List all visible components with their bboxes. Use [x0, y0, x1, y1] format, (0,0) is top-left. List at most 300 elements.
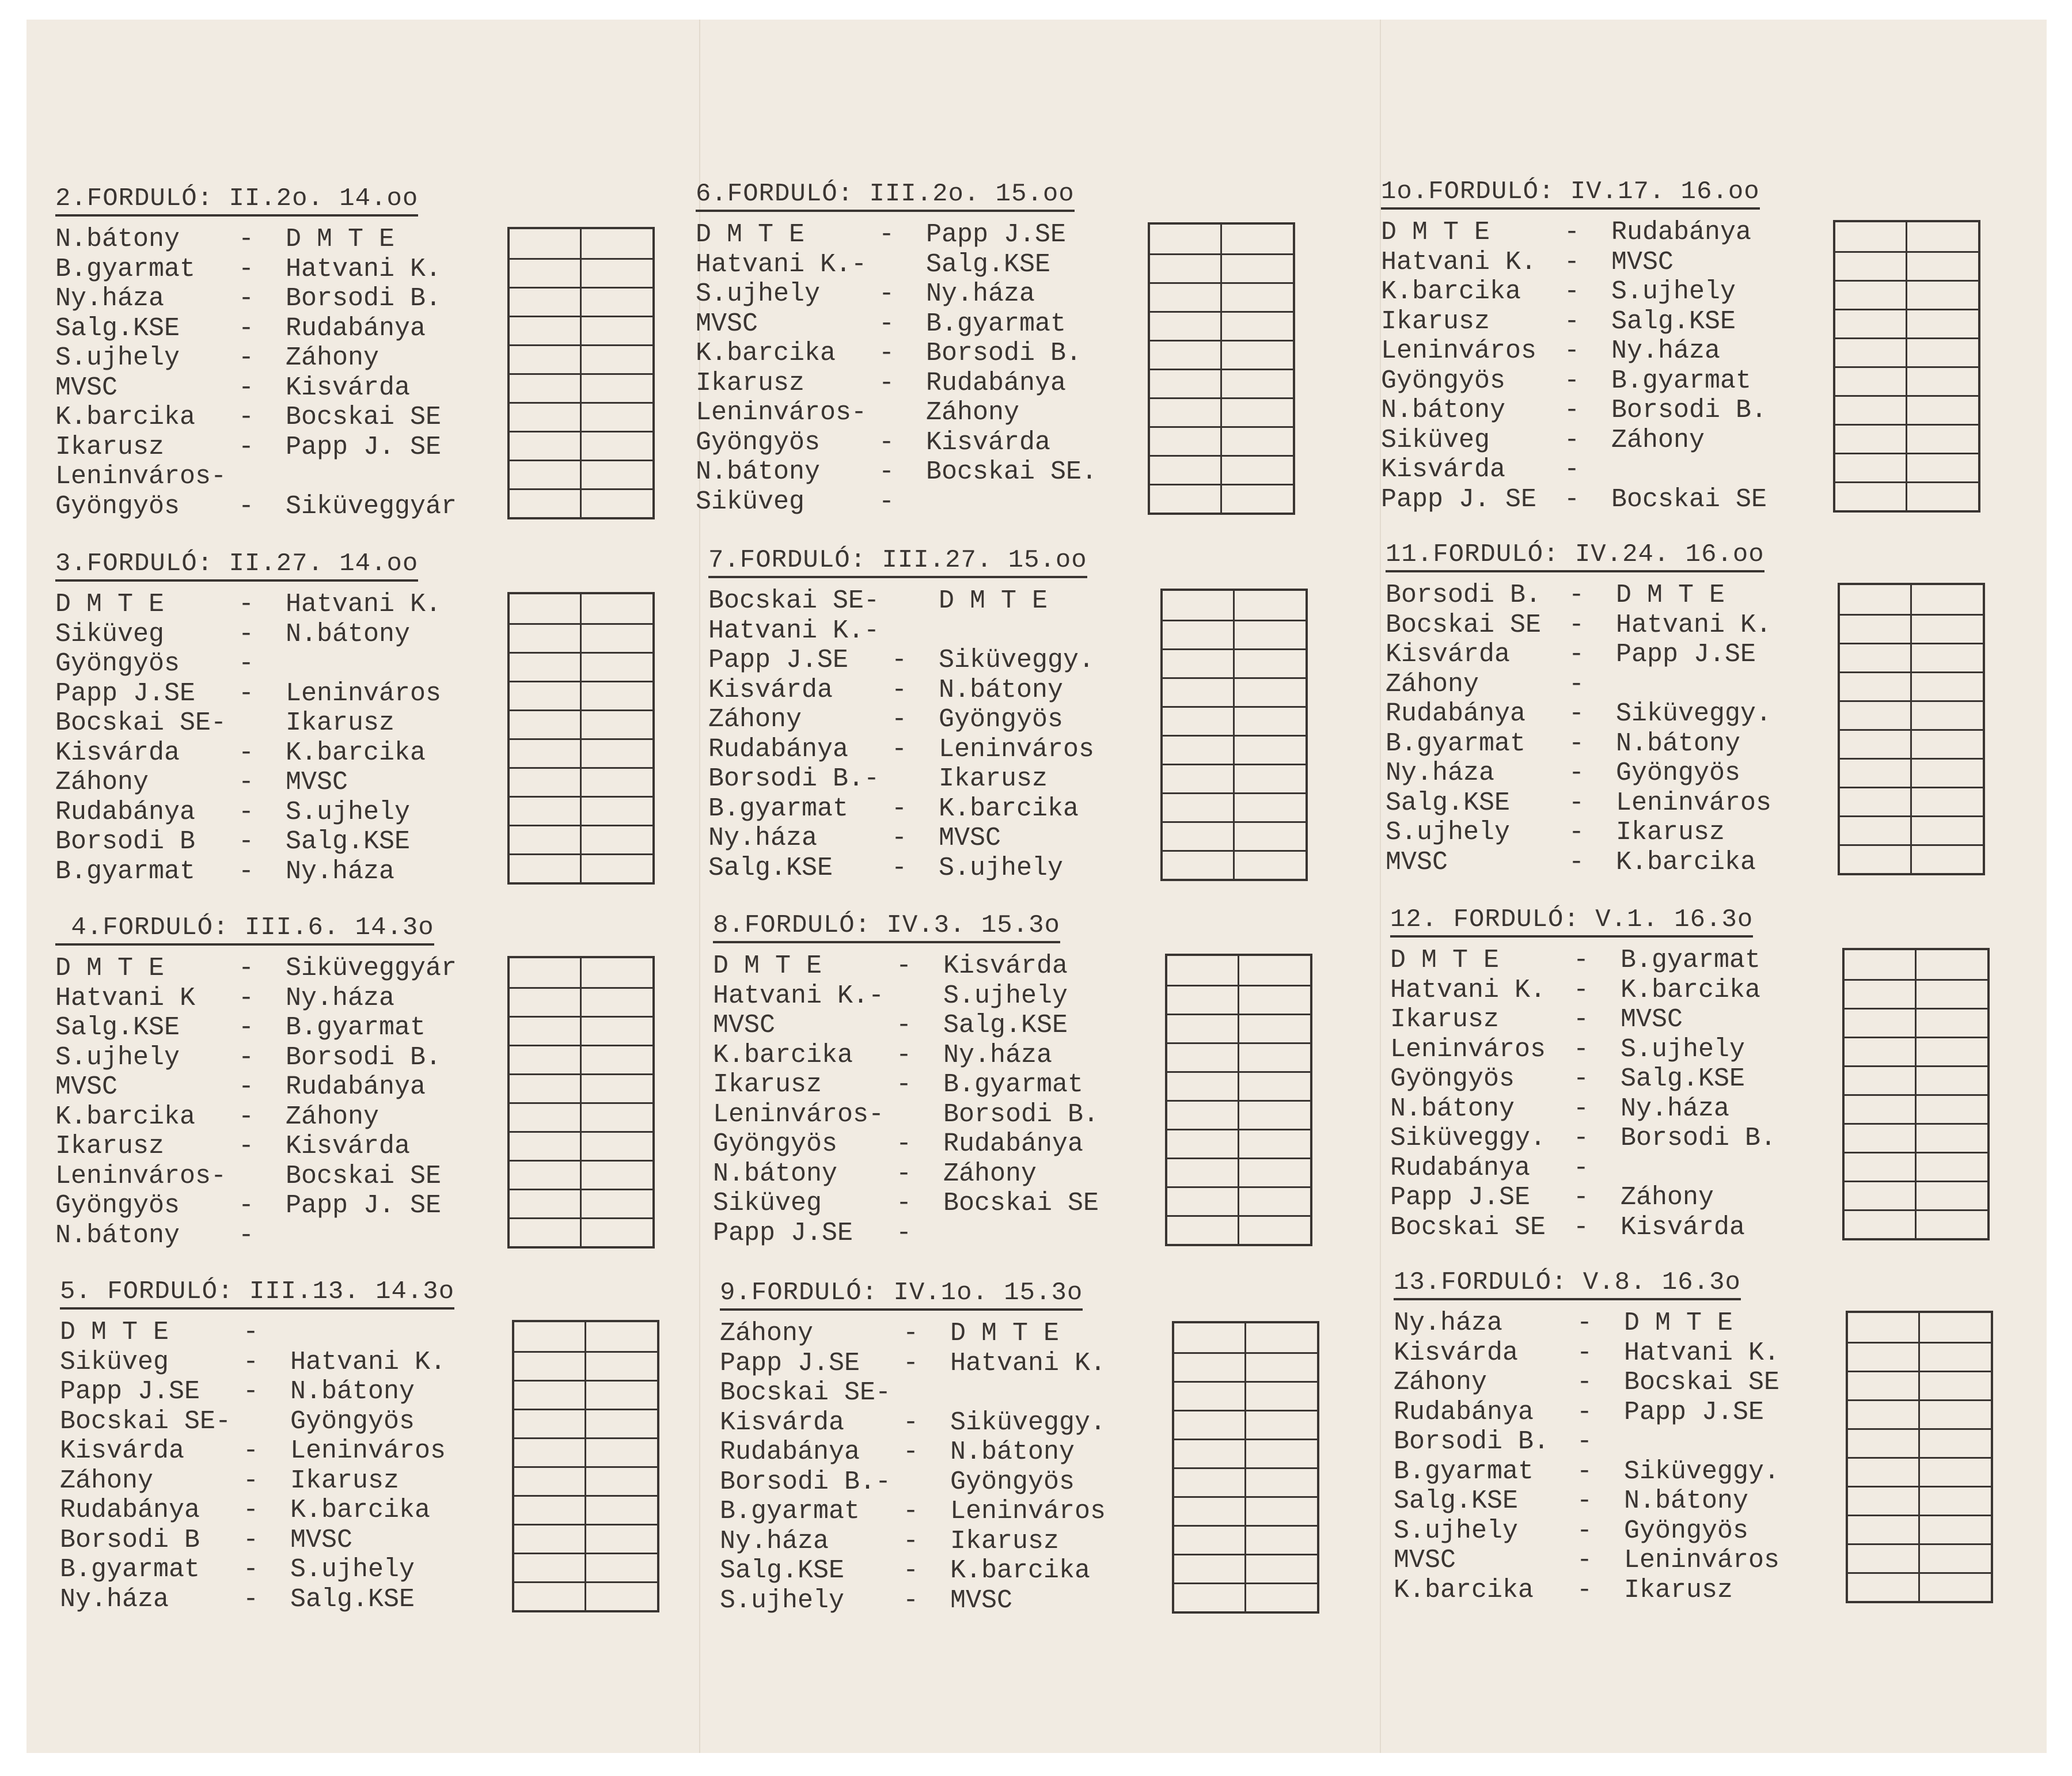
- match-dash: -: [1569, 699, 1585, 728]
- home-team: B.gyarmat: [55, 856, 196, 886]
- away-team: Ny.háza: [286, 983, 395, 1013]
- match-dash: -: [238, 491, 255, 521]
- round-header: 4.FORDULÓ: III.6. 14.3o: [55, 912, 434, 946]
- grid-row-line: [1174, 1439, 1317, 1440]
- home-team: B.gyarmat: [708, 794, 849, 824]
- match-row: [1386, 580, 1892, 610]
- grid-row-line: [1174, 1583, 1317, 1584]
- match-row: [696, 250, 1202, 280]
- away-team: Záhony: [286, 343, 380, 373]
- grid-row-line: [1835, 395, 1978, 397]
- away-team: Bocskai SE: [1624, 1368, 1780, 1397]
- round-header: 9.FORDULÓ: IV.1o. 15.3o: [720, 1277, 1083, 1311]
- match-row: [1381, 277, 1888, 307]
- match-dash: -: [903, 1407, 919, 1437]
- away-team: B.gyarmat: [1621, 946, 1761, 975]
- match-list: [696, 220, 1202, 517]
- home-team: Siküveg: [696, 487, 805, 517]
- match-row: [55, 1191, 562, 1221]
- grid-row-line: [1150, 311, 1293, 313]
- away-team: Borsodi B.: [286, 1042, 442, 1072]
- grid-row-line: [1174, 1496, 1317, 1498]
- grid-row-line: [1150, 455, 1293, 457]
- grid-row-line: [1150, 484, 1293, 485]
- grid-row-line: [1163, 735, 1306, 737]
- match-dash: -: [1577, 1546, 1593, 1575]
- home-team: Bocskai SE: [1390, 1212, 1546, 1242]
- match-dash: -: [238, 590, 255, 619]
- away-team: Ny.háza: [286, 856, 395, 886]
- match-row: [60, 1436, 567, 1466]
- score-grid[interactable]: [512, 1320, 659, 1612]
- away-team: D M T E: [1624, 1308, 1733, 1338]
- away-team: N.bátony: [950, 1437, 1075, 1467]
- match-row: [60, 1407, 567, 1437]
- home-team: Leninváros-: [713, 1099, 885, 1129]
- grid-row-line: [1167, 1042, 1310, 1044]
- home-team: MVSC: [1394, 1546, 1456, 1575]
- home-team: Hatvani K.-: [708, 616, 880, 646]
- grid-row-line: [1845, 1123, 1987, 1125]
- home-team: B.gyarmat: [60, 1555, 200, 1584]
- match-row: [55, 708, 562, 738]
- away-team: MVSC: [1621, 1005, 1683, 1034]
- away-team: MVSC: [939, 824, 1001, 853]
- match-row: [1381, 396, 1888, 426]
- match-row: [60, 1466, 567, 1496]
- round-header: 12. FORDULÓ: V.1. 16.3o: [1390, 904, 1753, 938]
- match-row: [1394, 1338, 1900, 1368]
- grid-row-line: [510, 258, 652, 260]
- away-team: Kisvárda: [926, 427, 1051, 457]
- grid-row-line: [1163, 648, 1306, 650]
- grid-row-line: [510, 853, 652, 855]
- score-grid[interactable]: [1148, 222, 1295, 515]
- match-dash: -: [1573, 975, 1589, 1005]
- match-row: [1394, 1427, 1900, 1457]
- round-header: 8.FORDULÓ: IV.3. 15.3o: [713, 910, 1060, 943]
- match-list: [55, 954, 562, 1250]
- match-dash: -: [1573, 1094, 1589, 1124]
- home-team: Papp J.SE: [720, 1348, 860, 1378]
- away-team: Salg.KSE: [1621, 1064, 1745, 1094]
- grid-row-line: [510, 460, 652, 461]
- home-team: Rudabánya: [720, 1437, 860, 1467]
- away-team: Gyöngyös: [950, 1467, 1075, 1497]
- match-row: [1390, 946, 1897, 976]
- match-row: [55, 492, 562, 522]
- away-team: Hatvani K.: [290, 1347, 446, 1377]
- match-list: [55, 590, 562, 886]
- match-dash: -: [896, 1129, 912, 1159]
- match-row: [708, 616, 1215, 646]
- away-team: Ny.háza: [1611, 336, 1721, 366]
- home-team: Siküveg: [60, 1347, 169, 1377]
- match-row: [1386, 699, 1892, 729]
- home-team: Záhony: [708, 705, 802, 734]
- match-row: [1381, 336, 1888, 366]
- match-row: [55, 462, 562, 492]
- away-team: Ikarusz: [939, 764, 1048, 794]
- match-row: [55, 984, 562, 1014]
- home-team: N.bátony: [1390, 1094, 1515, 1124]
- score-grid[interactable]: [1172, 1321, 1319, 1614]
- match-row: [55, 590, 562, 620]
- grid-row-line: [514, 1409, 657, 1410]
- away-team: S.ujhely: [943, 981, 1068, 1011]
- match-dash: -: [1577, 1516, 1593, 1546]
- home-team: Záhony: [1394, 1368, 1487, 1397]
- match-dash: -: [1564, 455, 1580, 484]
- match-dash: -: [1573, 1034, 1589, 1064]
- match-row: [1394, 1486, 1900, 1516]
- home-team: Borsodi B.-: [708, 764, 880, 794]
- away-team: Záhony: [286, 1102, 380, 1132]
- home-team: Leninváros-: [696, 398, 867, 427]
- match-dash: -: [903, 1526, 919, 1556]
- match-dash: -: [238, 1102, 255, 1132]
- score-grid[interactable]: [507, 956, 655, 1248]
- score-grid[interactable]: [1160, 589, 1308, 881]
- away-team: S.ujhely: [286, 797, 411, 827]
- match-row: [696, 398, 1202, 428]
- round-block: [60, 1276, 636, 1633]
- match-row: [696, 279, 1202, 309]
- match-row: [1386, 610, 1892, 640]
- home-team: Papp J.SE: [1390, 1183, 1531, 1212]
- match-dash: -: [243, 1347, 259, 1377]
- home-team: S.ujhely: [55, 343, 180, 373]
- match-list: [713, 951, 1220, 1248]
- match-row: [55, 314, 562, 344]
- match-row: [1394, 1398, 1900, 1428]
- home-team: Siküveg: [713, 1189, 822, 1218]
- away-team: Siküveggy.: [1616, 699, 1772, 728]
- grid-row-line: [1848, 1457, 1991, 1459]
- away-team: Ikarusz: [1616, 818, 1725, 847]
- round-block: [1394, 1267, 1969, 1624]
- grid-row-line: [1167, 1129, 1310, 1130]
- home-team: Gyöngyös: [1390, 1064, 1515, 1094]
- match-row: [708, 824, 1215, 853]
- match-dash: -: [238, 1013, 255, 1042]
- match-dash: -: [903, 1497, 919, 1526]
- match-row: [696, 339, 1202, 369]
- match-dash: -: [1564, 396, 1580, 425]
- grid-row-line: [510, 287, 652, 289]
- grid-row-line: [510, 431, 652, 432]
- match-row: [55, 1072, 562, 1102]
- match-row: [713, 1070, 1220, 1100]
- grid-row-line: [510, 1217, 652, 1219]
- score-grid[interactable]: [1165, 954, 1312, 1246]
- match-dash: -: [238, 797, 255, 827]
- grid-row-line: [1848, 1486, 1991, 1487]
- match-dash: -: [243, 1318, 259, 1347]
- match-dash: -: [1569, 728, 1585, 758]
- grid-row-line: [1835, 424, 1978, 426]
- match-dash: -: [1573, 1153, 1589, 1183]
- match-dash: -: [1564, 277, 1580, 306]
- match-dash: -: [238, 983, 255, 1013]
- grid-row-line: [510, 1160, 652, 1162]
- grid-row-line: [1845, 1181, 1987, 1182]
- match-row: [720, 1319, 1227, 1349]
- grid-row-line: [1150, 253, 1293, 255]
- home-team: D M T E: [696, 220, 805, 249]
- match-row: [1390, 1035, 1897, 1065]
- away-team: Salg.KSE: [286, 827, 411, 856]
- grid-row-line: [1174, 1410, 1317, 1411]
- away-team: Papp J.SE: [1616, 640, 1756, 669]
- match-row: [708, 646, 1215, 676]
- home-team: MVSC: [713, 1011, 776, 1040]
- match-dash: -: [1564, 366, 1580, 396]
- home-team: Gyöngyös: [696, 427, 821, 457]
- away-team: Ikarusz: [950, 1526, 1060, 1556]
- match-dash: -: [1564, 247, 1580, 277]
- grid-row-line: [1163, 792, 1306, 794]
- match-dash: -: [1564, 218, 1580, 247]
- match-dash: -: [1564, 425, 1580, 455]
- grid-row-line: [514, 1553, 657, 1554]
- home-team: Kisvárda: [1381, 455, 1506, 484]
- grid-row-line: [1167, 1186, 1310, 1188]
- match-dash: -: [1569, 669, 1585, 699]
- away-team: N.bátony: [286, 619, 411, 649]
- match-row: [713, 981, 1220, 1011]
- match-dash: -: [238, 738, 255, 768]
- match-row: [1394, 1368, 1900, 1398]
- away-team: MVSC: [290, 1525, 353, 1555]
- away-team: Záhony: [1611, 425, 1705, 455]
- grid-row-line: [1848, 1342, 1991, 1344]
- home-team: D M T E: [713, 951, 822, 981]
- away-team: Siküveggyár: [286, 954, 457, 983]
- match-row: [1381, 248, 1888, 278]
- match-row: [55, 403, 562, 432]
- home-team: Hatvani K.-: [713, 981, 885, 1011]
- away-team: Kisvárda: [1621, 1212, 1745, 1242]
- grid-row-line: [510, 344, 652, 346]
- grid-row-line: [1845, 1065, 1987, 1067]
- away-team: K.barcika: [286, 738, 426, 768]
- match-row: [713, 1100, 1220, 1130]
- match-row: [55, 738, 562, 768]
- match-dash: -: [238, 768, 255, 797]
- match-dash: -: [1569, 580, 1585, 610]
- grid-row-line: [1174, 1467, 1317, 1469]
- match-dash: -: [896, 1011, 912, 1040]
- home-team: Kisvárda: [1394, 1338, 1519, 1368]
- round-header: 13.FORDULÓ: V.8. 16.3o: [1394, 1267, 1741, 1300]
- match-dash: -: [238, 856, 255, 886]
- score-grid[interactable]: [507, 592, 655, 885]
- grid-row-line: [510, 987, 652, 989]
- home-team: Rudabánya: [60, 1496, 200, 1525]
- score-grid[interactable]: [1833, 220, 1980, 513]
- match-row: [1394, 1457, 1900, 1487]
- match-dash: -: [238, 954, 255, 983]
- home-team: Ikarusz: [1390, 1005, 1500, 1034]
- match-dash: -: [879, 220, 895, 249]
- match-dash: -: [879, 368, 895, 398]
- grid-row-line: [510, 1131, 652, 1133]
- match-row: [1394, 1516, 1900, 1546]
- home-team: Borsodi B: [60, 1525, 200, 1555]
- home-team: Borsodi B: [55, 827, 196, 856]
- away-team: Siküveggy.: [939, 646, 1095, 675]
- match-row: [1381, 426, 1888, 456]
- away-team: MVSC: [1611, 247, 1674, 277]
- grid-row-line: [1174, 1554, 1317, 1555]
- home-team: Rudabánya: [1386, 699, 1526, 728]
- home-team: Leninváros: [1381, 336, 1537, 366]
- match-row: [1390, 1124, 1897, 1153]
- match-dash: -: [1573, 1212, 1589, 1242]
- match-row: [1390, 1094, 1897, 1124]
- home-team: Salg.KSE: [55, 1013, 180, 1042]
- match-dash: -: [238, 827, 255, 856]
- match-row: [720, 1527, 1227, 1557]
- grid-row-line: [514, 1351, 657, 1353]
- grid-row-line: [1150, 369, 1293, 370]
- round-header: 6.FORDULÓ: III.2o. 15.oo: [696, 179, 1075, 212]
- home-team: Papp J. SE: [1381, 484, 1537, 514]
- home-team: Borsodi B.: [1386, 580, 1542, 610]
- match-row: [720, 1408, 1227, 1438]
- match-row: [713, 951, 1220, 981]
- grid-row-line: [1174, 1381, 1317, 1383]
- grid-row-line: [510, 1073, 652, 1075]
- home-team: K.barcika: [696, 339, 836, 368]
- match-dash: -: [238, 1132, 255, 1161]
- grid-row-line: [1835, 453, 1978, 454]
- match-row: [55, 1102, 562, 1132]
- match-row: [696, 309, 1202, 339]
- away-team: Hatvani K.: [950, 1348, 1106, 1378]
- grid-row-line: [1848, 1371, 1991, 1372]
- match-dash: -: [903, 1319, 919, 1348]
- match-list: [1394, 1308, 1900, 1605]
- match-dash: -: [1577, 1427, 1593, 1456]
- away-team: Rudabánya: [286, 1072, 426, 1102]
- away-team: Kisvárda: [286, 373, 411, 403]
- home-team: Bocskai SE-: [55, 708, 227, 738]
- away-team: Bocskai SE: [286, 403, 442, 432]
- match-dash: -: [238, 313, 255, 343]
- round-block: [55, 548, 631, 905]
- match-row: [1381, 218, 1888, 248]
- away-team: Rudabánya: [1611, 218, 1752, 247]
- home-team: Rudabánya: [708, 734, 849, 764]
- home-team: Hatvani K.-: [696, 249, 867, 279]
- match-dash: -: [238, 254, 255, 284]
- home-team: Papp J.SE: [713, 1218, 853, 1248]
- match-row: [55, 679, 562, 709]
- home-team: Záhony: [720, 1319, 814, 1348]
- match-dash: -: [879, 309, 895, 339]
- home-team: Ikarusz: [1381, 306, 1490, 336]
- away-team: D M T E: [1616, 580, 1725, 610]
- match-row: [720, 1467, 1227, 1497]
- away-team: K.barcika: [1616, 847, 1756, 877]
- home-team: D M T E: [55, 954, 165, 983]
- match-dash: -: [1573, 1124, 1589, 1153]
- grid-row-line: [1835, 280, 1978, 282]
- home-team: Záhony: [60, 1466, 154, 1496]
- match-row: [1390, 1213, 1897, 1243]
- grid-row-line: [1163, 821, 1306, 823]
- away-team: Ikarusz: [286, 708, 395, 738]
- match-row: [1390, 1153, 1897, 1183]
- home-team: Hatvani K: [55, 983, 196, 1013]
- score-grid[interactable]: [1842, 948, 1990, 1240]
- grid-row-line: [1167, 1215, 1310, 1217]
- home-team: Ikarusz: [713, 1070, 822, 1099]
- round-block: [713, 910, 1289, 1267]
- match-row: [55, 284, 562, 314]
- home-team: D M T E: [1381, 218, 1490, 247]
- home-team: Kisvárda: [55, 738, 180, 768]
- home-team: N.bátony: [1381, 396, 1506, 425]
- match-dash: -: [243, 1377, 259, 1406]
- away-team: N.bátony: [290, 1377, 415, 1406]
- home-team: Kisvárda: [720, 1407, 845, 1437]
- away-team: K.barcika: [950, 1556, 1091, 1585]
- grid-row-line: [510, 402, 652, 404]
- away-team: Záhony: [926, 398, 1020, 427]
- away-team: Rudabánya: [926, 368, 1067, 398]
- score-grid[interactable]: [1838, 583, 1985, 875]
- grid-row-line: [1840, 671, 1983, 673]
- match-dash: -: [238, 619, 255, 649]
- match-row: [60, 1348, 567, 1377]
- away-team: Siküveggy.: [1624, 1456, 1780, 1486]
- grid-row-line: [514, 1380, 657, 1382]
- away-team: B.gyarmat: [1611, 366, 1752, 396]
- home-team: Záhony: [55, 768, 149, 797]
- grid-row-line: [510, 681, 652, 682]
- grid-row-line: [1835, 366, 1978, 368]
- score-grid[interactable]: [507, 227, 655, 519]
- match-row: [708, 676, 1215, 705]
- home-team: Kisvárda: [708, 675, 833, 705]
- home-team: Ikarusz: [696, 368, 805, 398]
- home-team: Ny.háza: [1386, 758, 1495, 788]
- match-row: [696, 220, 1202, 250]
- match-row: [55, 954, 562, 984]
- away-team: Ikarusz: [290, 1466, 400, 1496]
- grid-row-line: [1840, 700, 1983, 702]
- grid-row-line: [514, 1437, 657, 1439]
- round-block: [1386, 539, 1961, 896]
- match-dash: -: [1577, 1338, 1593, 1368]
- home-team: S.ujhely: [1394, 1516, 1519, 1546]
- match-row: [713, 1219, 1220, 1248]
- match-row: [1390, 1005, 1897, 1035]
- score-grid[interactable]: [1846, 1311, 1993, 1603]
- away-team: S.ujhely: [939, 853, 1064, 883]
- grid-row-line: [1848, 1572, 1991, 1574]
- grid-row-line: [1150, 340, 1293, 341]
- match-row: [696, 487, 1202, 517]
- home-team: Gyöngyös: [713, 1129, 838, 1159]
- match-dash: -: [238, 678, 255, 708]
- home-team: Bocskai SE-: [708, 586, 880, 616]
- home-team: Gyöngyös: [55, 491, 180, 521]
- match-dash: -: [891, 824, 908, 853]
